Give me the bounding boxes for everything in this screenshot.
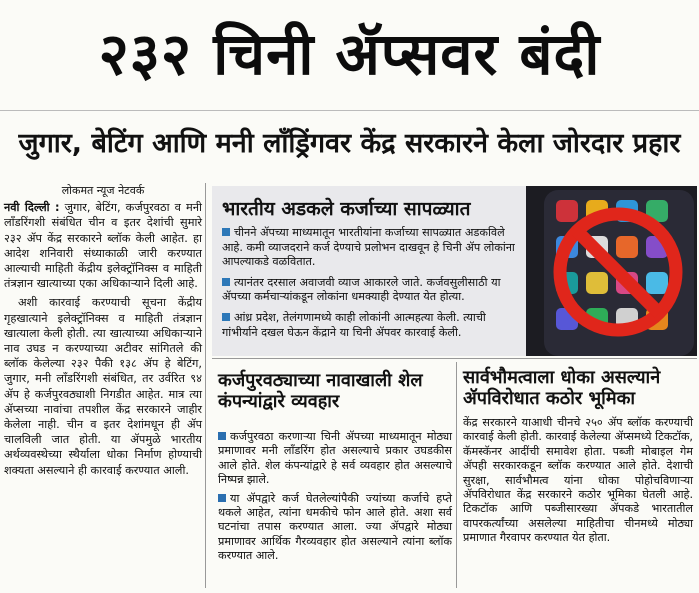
column-divider-2 xyxy=(456,362,457,588)
bullet-icon xyxy=(218,494,226,502)
panel-title: भारतीय अडकले कर्जाच्या सापळ्यात xyxy=(222,198,471,220)
panel-items xyxy=(222,226,522,346)
section1-item-text: या ॲपद्वारे कर्ज घेतलेल्यांपैकी ज्यांच्या कर्जाचे हप्ते थकले आहेत, त्यांना धमकीचे फोन आले होते. अशा सर्व घटनांचा तपास करण्यात आला. ज्या ॲपद्वारे मोठ्या प्रमाणावर आर्थिक गैरव्यवहार होत असल्याने त्यांना ब्लॉक करण्यात आले. xyxy=(218,491,452,563)
bullet-icon xyxy=(222,228,230,236)
banned-apps-phone-image xyxy=(526,186,697,356)
dateline: नवी दिल्ली : xyxy=(4,201,60,215)
section1-title: कर्जपुरवठ्याच्या नावाखाली शेल कंपन्यांद्वारे व्यवहार xyxy=(218,370,423,412)
subheadline: जुगार, बेटिंग आणि मनी लाँड्रिंगवर केंद्र सरकारने केला जोरदार प्रहार xyxy=(0,110,699,171)
byline: लोकमत न्यूज नेटवर्क xyxy=(61,184,145,197)
left-para-1 xyxy=(4,200,202,291)
bullet-icon xyxy=(218,432,226,440)
panel-item-text: चीनने ॲपच्या माध्यमातून भारतीयांना कर्जाच्या सापळ्यात अडकविले आहे. कमी व्याजदराने कर्ज देण्याचे प्रलोभन दाखवून हे चिनी ॲप लोकांना आपल्याकडे वळवितात. xyxy=(222,226,515,269)
panel-item xyxy=(222,226,522,270)
panel-item-text: आंध्र प्रदेश, तेलंगणामध्ये काही लोकांनी आत्महत्या केली. त्याची गांभीर्याने दखल घेऊन केंद्राने या चिनी ॲपवर कारवाई केली. xyxy=(222,310,486,339)
headline: २३२ चिनी ॲप्सवर बंदी xyxy=(98,20,601,88)
panel-item-text: त्यानंतर दरसाल अवाजवी व्याज आकारले जाते. कर्जवसुलीसाठी या ॲपच्या कर्मचाऱ्यांकडून लोकांना धमक्याही देण्यात येत होत्या. xyxy=(222,275,501,304)
section2-body: केंद्र सरकारने याआधी चीनचे २५० ॲप ब्लॉक करण्याची कारवाई केली होती. कारवाई केलेल्या ॲप्समध्ये टिकटॉक, कॅमस्कॅनर आदींची समावेश होता. पब्जी मोबाइल गेम ॲपही सरकारकडून ब्लॉक करण्यात आले होते. देशाची सुरक्षा, सार्वभौमत्व यांना धोका पोहोचविणाऱ्या ॲपविरोधात केंद्र सरकारने कठोर भूमिका घेतली आहे. टिकटॉक आणि पब्जीसारख्या ॲपकडे भारतातील वापरकर्त्यांच्या असलेल्या माहितीचा चीनमध्ये मोठ्या प्रमाणात गैरवापर करण्यात येत होता. xyxy=(463,416,693,545)
left-column xyxy=(4,183,202,482)
section1-item-text: कर्जपुरवठा करणाऱ्या चिनी ॲपच्या माध्यमातून मोठ्या प्रमाणावर मनी लाँडरिंग होत असल्याचे प्रकार उघडकीस आले होते. शेल कंपन्यांद्वारे हे सर्व व्यवहार होत असल्याचे निष्पन्न झाले. xyxy=(218,430,452,487)
column-divider xyxy=(205,183,206,588)
section-divider xyxy=(212,358,697,359)
left-para-1-text: जुगार, बेटिंग, कर्जपुरवठा व मनी लाँडरिंगशी संबंधित चीन व इतर देशांची सुमारे २३२ ॲप केंद्र सरकारने ब्लॉक केली आहेत. हा आदेश शनिवारी संध्याकाळी जारी करण्यात आल्याची माहिती केंद्रीय इलेक्ट्रॉनिक्स व माहिती तंत्रज्ञान खात्याच्या एका अधिकाऱ्याने दिली आहे. xyxy=(4,201,202,291)
left-para-2: अशी कारवाई करण्याची सूचना केंद्रीय गृहखात्याने इलेक्ट्रॉनिक्स व माहिती तंत्रज्ञान खात्याला केली होती. त्या खात्याच्या अधिकाऱ्याने नाव उघड न करण्याच्या अटीवर सांगितले की ब्लॉक केलेल्या २३२ पैकी १३८ ॲप हे बेटिंग, जुगार, मनी लाँडरिंगशी संबंधित, तर उर्वरित ९४ ॲप हे कर्जपुरवठ्याशी निगडीत आहेत. मात्र त्या ॲप्सच्या नावांचा तपशील केंद्र सरकारने जाहीर केलेला नाही. चीन व इतर देशांमधून ही ॲप चालविली जात होती. या ॲपमुळे भारतीय अर्थव्यवस्थेच्या स्थैर्याला धोका निर्माण होण्याची शक्यता असल्याने ही कारवाई करण्यात आली. xyxy=(4,296,202,477)
section1-item xyxy=(218,430,452,488)
panel-item xyxy=(222,276,522,305)
section2-title: सार्वभौमत्वाला धोका असल्याने ॲपविरोधात कठोर भूमिका xyxy=(463,367,661,409)
bullet-icon xyxy=(222,278,230,286)
section1-body xyxy=(218,430,452,568)
section1-item xyxy=(218,492,452,564)
bullet-icon xyxy=(222,313,230,321)
panel-item xyxy=(222,311,522,340)
